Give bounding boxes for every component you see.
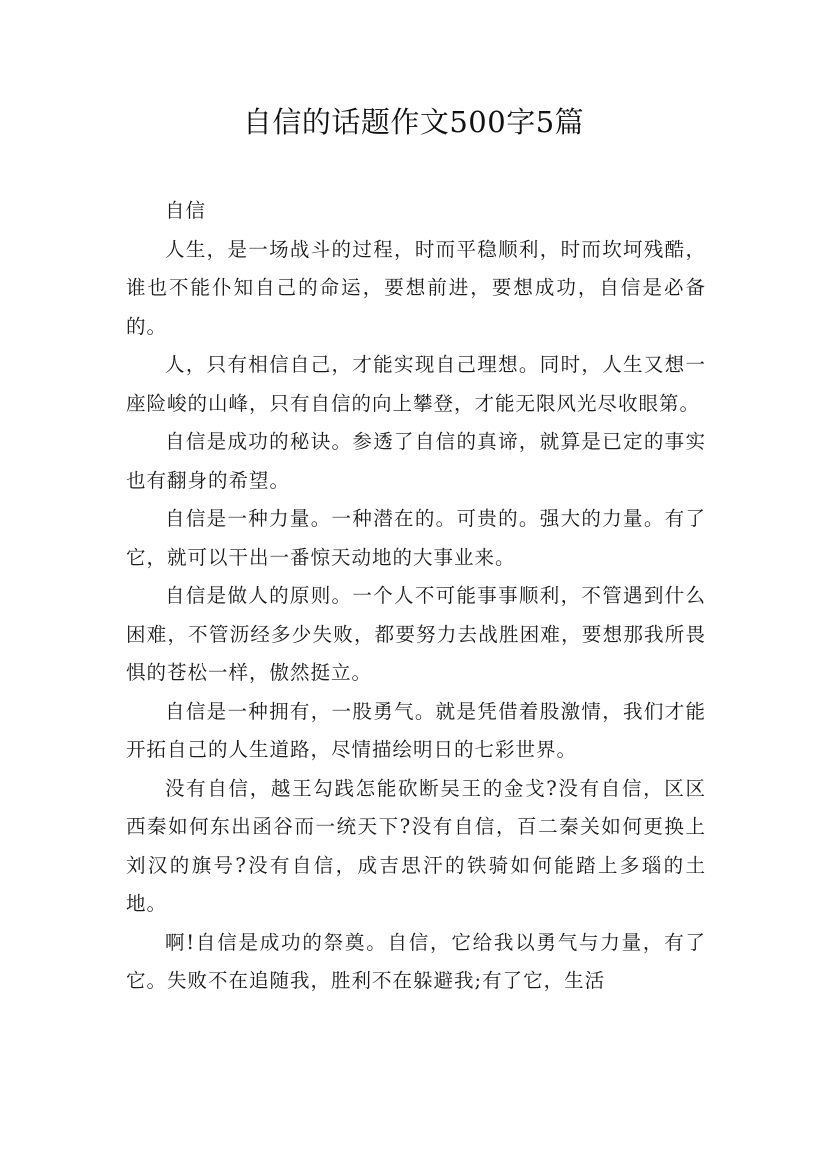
paragraph: 自信是一种力量。一种潜在的。可贵的。强大的力量。有了它，就可以干出一番惊天动地的大事业来。 <box>126 507 706 569</box>
document-body <box>126 192 706 1001</box>
paragraph: 没有自信，越王勾践怎能砍断吴王的金戈?没有自信，区区西秦如何东出函谷而一统天下?没有自信，百二秦关如何更换上刘汉的旗号?没有自信，成吉思汗的铁骑如何能踏上多瑙的土地。 <box>126 776 706 915</box>
paragraph: 啊!自信是成功的祭奠。自信，它给我以勇气与力量，有了它。失败不在追随我，胜利不在躲避我;有了它，生活 <box>126 930 706 992</box>
paragraph: 人，只有相信自己，才能实现自己理想。同时，人生又想一座险峻的山峰，只有自信的向上攀登，才能无限风光尽收眼第。 <box>126 353 706 415</box>
paragraph: 自信是做人的原则。一个人不可能事事顺利，不管遇到什么困难，不管沥经多少失败，都要努力去战胜困难，要想那我所畏惧的苍松一样，傲然挺立。 <box>126 584 706 684</box>
paragraph: 自信是成功的秘诀。参透了自信的真谛，就算是已定的事实也有翻身的希望。 <box>126 430 706 492</box>
paragraph-heading: 自信 <box>165 199 207 222</box>
paragraph: 人生，是一场战斗的过程，时而平稳顺利，时而坎坷残酷，谁也不能仆知自己的命运，要想前进，要想成功，自信是必备的。 <box>126 237 706 338</box>
document-title: 自信的话题作文500字5篇 <box>242 105 585 139</box>
paragraph: 自信是一种拥有，一股勇气。就是凭借着股激情，我们才能开拓自己的人生道路，尽情描绘明日的七彩世界。 <box>126 699 706 761</box>
